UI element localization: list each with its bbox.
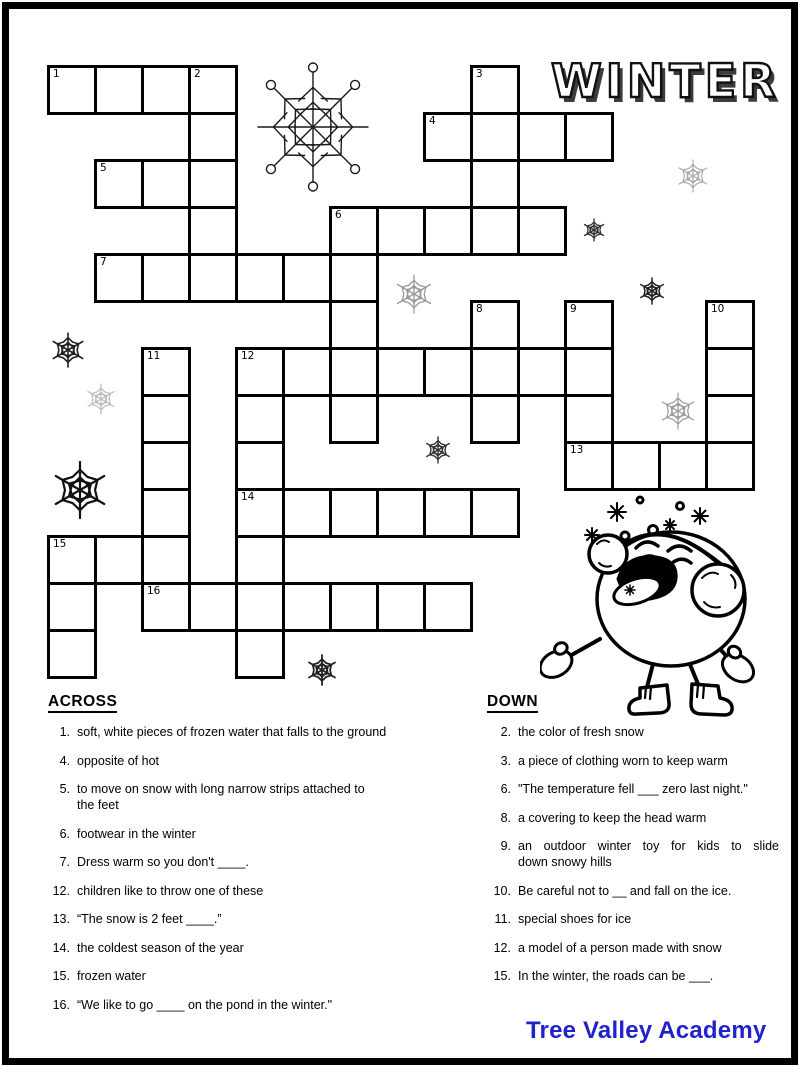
grid-cell[interactable] xyxy=(470,65,520,115)
cell-number: 6 xyxy=(335,209,342,221)
cell-number: 7 xyxy=(100,256,107,268)
grid-cell[interactable] xyxy=(47,629,97,679)
cell-number: 3 xyxy=(476,68,483,80)
clue-number: 8. xyxy=(500,810,511,825)
grid-cell[interactable] xyxy=(47,582,97,632)
grid-cell[interactable] xyxy=(94,535,144,585)
clue-item xyxy=(48,854,416,870)
grid-cell[interactable] xyxy=(470,159,520,209)
clue-number: 15. xyxy=(52,969,70,983)
cell-number: 11 xyxy=(147,350,161,362)
grid-cell[interactable] xyxy=(141,159,191,209)
cell-number: 14 xyxy=(241,491,255,503)
grid-cell[interactable] xyxy=(423,488,473,538)
grid-cell[interactable] xyxy=(141,488,191,538)
grid-cell[interactable] xyxy=(47,535,97,585)
grid-cell[interactable] xyxy=(235,394,285,444)
grid-cell[interactable] xyxy=(658,441,708,491)
across-header: ACROSS xyxy=(48,694,117,713)
grid-cell[interactable] xyxy=(470,347,520,397)
grid-cell[interactable] xyxy=(188,253,238,303)
clue-item xyxy=(487,940,779,956)
grid-cell[interactable] xyxy=(141,582,191,632)
clue-text: the coldest season of the year xyxy=(77,940,244,955)
grid-cell[interactable] xyxy=(517,112,567,162)
grid-cell[interactable] xyxy=(141,253,191,303)
grid-cell[interactable] xyxy=(564,112,614,162)
grid-cell[interactable] xyxy=(564,394,614,444)
clue-text: to move on snow with long narrow strips attached to the feet xyxy=(77,782,365,812)
clue-item xyxy=(48,781,416,813)
cell-number: 2 xyxy=(194,68,201,80)
grid-cell[interactable] xyxy=(235,253,285,303)
grid-cell[interactable] xyxy=(188,65,238,115)
clue-text: "The temperature fell ___ zero last night." xyxy=(518,782,748,796)
across-section xyxy=(48,694,416,1025)
grid-cell[interactable] xyxy=(705,300,755,350)
grid-cell[interactable] xyxy=(282,488,332,538)
grid-cell[interactable] xyxy=(470,206,520,256)
cell-number: 13 xyxy=(570,444,584,456)
clue-text: Dress warm so you don't ____. xyxy=(77,855,249,869)
clue-text: Be careful not to __ and fall on the ice. xyxy=(518,883,732,898)
clue-number: 4. xyxy=(59,753,70,768)
grid-cell[interactable] xyxy=(141,535,191,585)
clue-number: 3. xyxy=(500,753,511,768)
clue-text: a model of a person made with snow xyxy=(518,940,722,955)
cell-number: 9 xyxy=(570,303,577,315)
grid-cell[interactable] xyxy=(705,441,755,491)
grid-cell[interactable] xyxy=(94,159,144,209)
grid-cell[interactable] xyxy=(235,629,285,679)
clue-item xyxy=(487,968,779,984)
clue-number: 9. xyxy=(500,839,511,853)
grid-cell[interactable] xyxy=(235,488,285,538)
grid-cell[interactable] xyxy=(329,394,379,444)
clue-text: special shoes for ice xyxy=(518,912,632,926)
clue-item xyxy=(487,753,779,769)
clue-text: frozen water xyxy=(77,969,146,983)
grid-cell[interactable] xyxy=(282,253,332,303)
puzzle-title: WINTER xyxy=(551,54,780,108)
clue-item xyxy=(487,838,779,870)
clue-item xyxy=(487,883,779,899)
grid-cell[interactable] xyxy=(376,206,426,256)
cell-number: 1 xyxy=(53,68,60,80)
grid-cell[interactable] xyxy=(141,347,191,397)
across-clue-list xyxy=(48,724,416,1013)
clue-number: 12. xyxy=(52,883,70,898)
grid-cell[interactable] xyxy=(470,112,520,162)
grid-cell[interactable] xyxy=(188,206,238,256)
grid-cell[interactable] xyxy=(705,394,755,444)
clue-item xyxy=(487,911,779,927)
down-section xyxy=(487,694,779,997)
grid-cell[interactable] xyxy=(423,206,473,256)
grid-cell[interactable] xyxy=(611,441,661,491)
cell-number: 10 xyxy=(711,303,725,315)
clue-number: 16. xyxy=(52,997,70,1012)
grid-cell[interactable] xyxy=(470,394,520,444)
grid-cell[interactable] xyxy=(423,582,473,632)
cell-number: 8 xyxy=(476,303,483,315)
clue-number: 5. xyxy=(59,782,70,796)
clue-item xyxy=(48,826,416,842)
grid-cell[interactable] xyxy=(235,582,285,632)
clue-number: 2. xyxy=(500,725,511,739)
grid-cell[interactable] xyxy=(564,347,614,397)
clue-text: footwear in the winter xyxy=(77,826,196,841)
grid-cell[interactable] xyxy=(329,206,379,256)
grid-cell[interactable] xyxy=(188,112,238,162)
down-clue-list xyxy=(487,724,779,984)
grid-cell[interactable] xyxy=(517,206,567,256)
clue-item xyxy=(487,781,779,797)
grid-cell[interactable] xyxy=(94,65,144,115)
grid-cell[interactable] xyxy=(470,300,520,350)
clue-number: 1. xyxy=(59,725,70,739)
grid-cell[interactable] xyxy=(282,347,332,397)
grid-cell[interactable] xyxy=(329,253,379,303)
cell-number: 5 xyxy=(100,162,107,174)
clue-text: the color of fresh snow xyxy=(518,725,644,739)
clue-item xyxy=(487,724,779,740)
grid-cell[interactable] xyxy=(564,300,614,350)
clue-text: a covering to keep the head warm xyxy=(518,810,707,825)
clue-item xyxy=(48,940,416,956)
clue-item xyxy=(48,997,416,1013)
grid-cell[interactable] xyxy=(141,394,191,444)
clue-text: “We like to go ____ on the pond in the winter." xyxy=(77,997,333,1012)
grid-cell[interactable] xyxy=(329,347,379,397)
grid-cell[interactable] xyxy=(141,65,191,115)
clue-number: 12. xyxy=(493,940,511,955)
grid-cell[interactable] xyxy=(376,347,426,397)
clue-number: 11. xyxy=(494,912,511,926)
brand-logo-text: Tree Valley Academy xyxy=(526,1017,767,1044)
clue-item xyxy=(48,753,416,769)
cell-number: 12 xyxy=(241,350,255,362)
clue-text: opposite of hot xyxy=(77,753,160,768)
grid-cell[interactable] xyxy=(235,535,285,585)
grid-cell[interactable] xyxy=(329,488,379,538)
clue-item xyxy=(487,810,779,826)
grid-cell[interactable] xyxy=(470,488,520,538)
grid-cell[interactable] xyxy=(235,347,285,397)
grid-cell[interactable] xyxy=(188,159,238,209)
grid-cell[interactable] xyxy=(423,112,473,162)
grid-cell[interactable] xyxy=(705,347,755,397)
grid-cell[interactable] xyxy=(517,347,567,397)
clue-item xyxy=(48,968,416,984)
grid-cell[interactable] xyxy=(141,441,191,491)
clue-text: soft, white pieces of frozen water that falls to the ground xyxy=(77,725,387,739)
clue-text: children like to throw one of these xyxy=(77,883,264,898)
clue-text: In the winter, the roads can be ___. xyxy=(518,969,714,983)
cell-number: 15 xyxy=(53,538,67,550)
grid-cell[interactable] xyxy=(47,65,97,115)
clue-item xyxy=(48,883,416,899)
clue-text: a piece of clothing worn to keep warm xyxy=(518,753,728,768)
grid-cell[interactable] xyxy=(188,582,238,632)
grid-cell[interactable] xyxy=(282,582,332,632)
grid-cell[interactable] xyxy=(423,347,473,397)
clue-number: 6. xyxy=(59,826,70,841)
down-header: DOWN xyxy=(487,694,538,713)
grid-cell[interactable] xyxy=(94,253,144,303)
clue-number: 10. xyxy=(493,883,511,898)
grid-cell[interactable] xyxy=(376,582,426,632)
clue-text: “The snow is 2 feet ____.” xyxy=(77,912,222,926)
grid-cell[interactable] xyxy=(376,488,426,538)
clue-item xyxy=(48,724,416,740)
grid-cell[interactable] xyxy=(329,582,379,632)
clue-number: 13. xyxy=(52,912,70,926)
grid-cell[interactable] xyxy=(235,441,285,491)
grid-cell[interactable] xyxy=(329,300,379,350)
clue-number: 15. xyxy=(493,969,511,983)
grid-cell[interactable] xyxy=(564,441,614,491)
clue-number: 7. xyxy=(59,855,70,869)
clue-number: 14. xyxy=(52,940,70,955)
clue-text: an outdoor winter toy for kids to slide down snowy hills xyxy=(518,839,779,869)
clue-item xyxy=(48,911,416,927)
cell-number: 16 xyxy=(147,585,161,597)
cell-number: 4 xyxy=(429,115,436,127)
clue-number: 6. xyxy=(500,782,511,796)
